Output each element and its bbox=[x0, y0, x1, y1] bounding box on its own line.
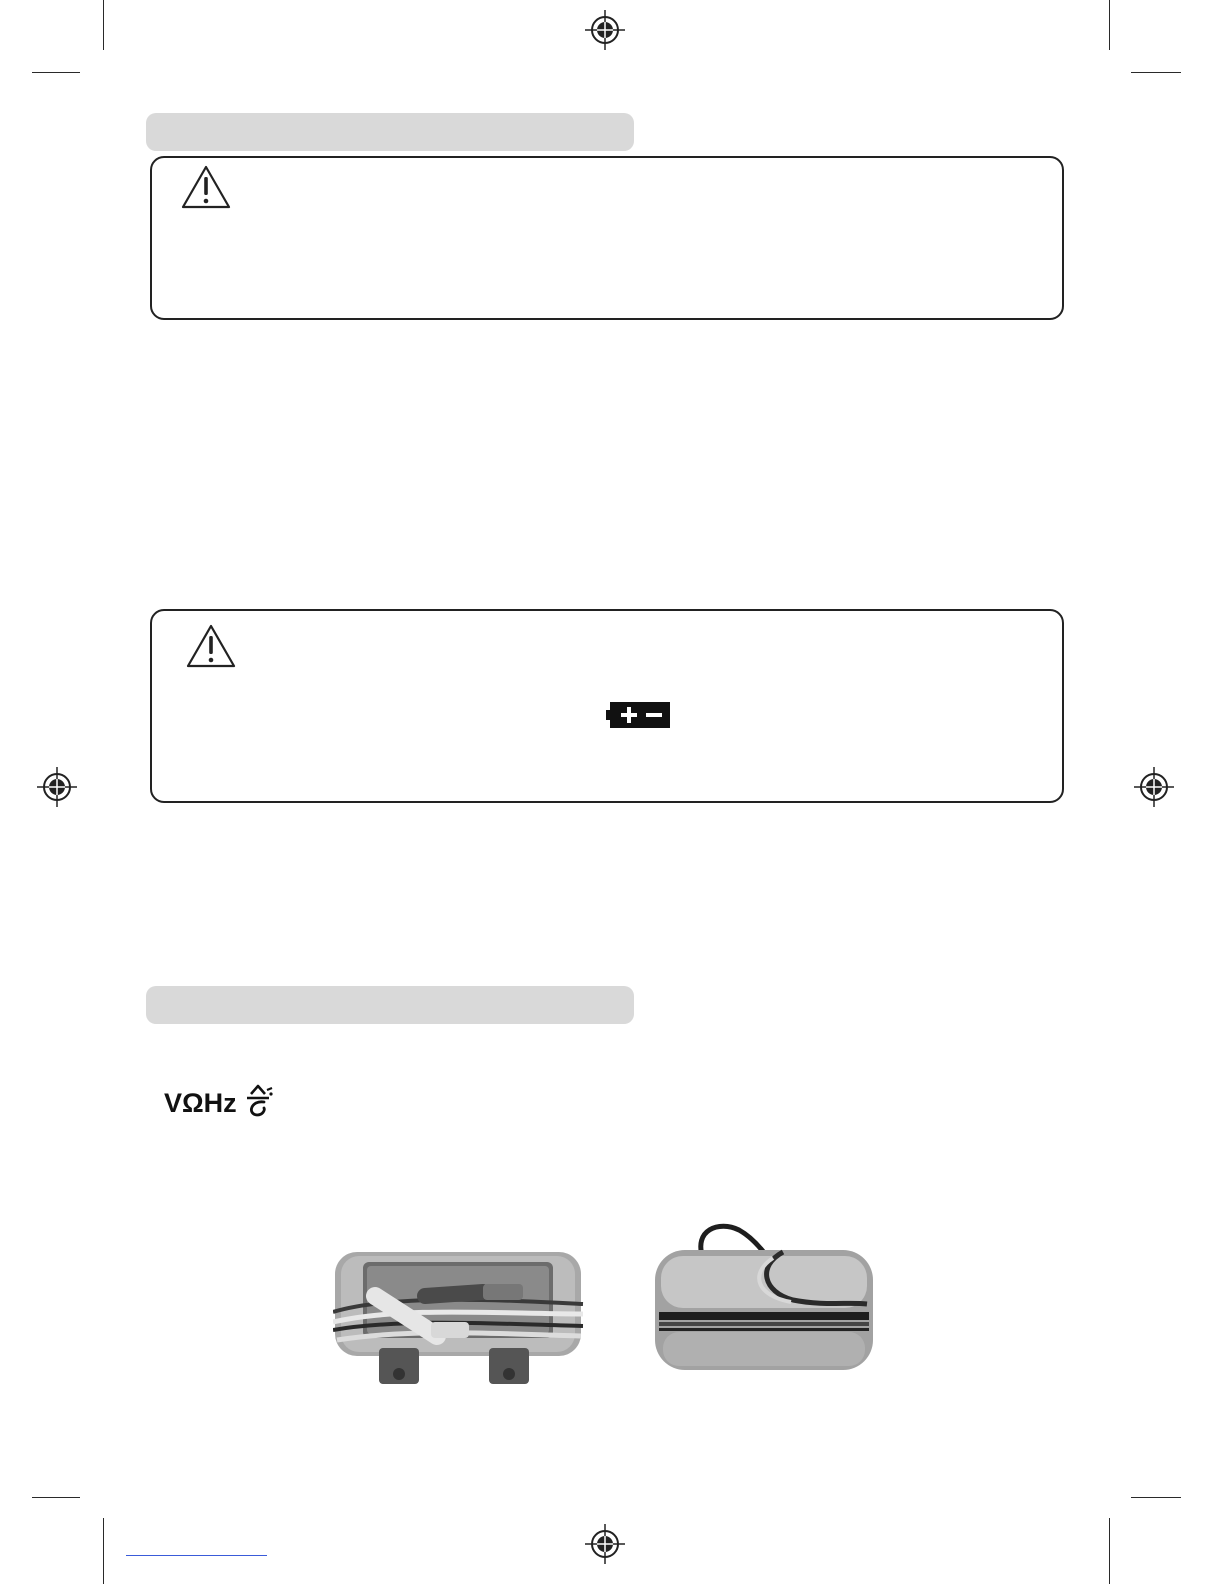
crop-mark-bottom-left-vertical bbox=[103, 1518, 104, 1584]
warning-box-top bbox=[150, 156, 1064, 320]
registration-mark-top bbox=[585, 10, 625, 50]
function-symbol-label: VΩHz bbox=[164, 1088, 237, 1118]
rotate-arrow-icon bbox=[241, 1082, 275, 1118]
crop-mark-top-right-horizontal bbox=[1131, 72, 1181, 73]
section-header-banner-bottom bbox=[146, 986, 634, 1024]
crop-mark-bottom-right-horizontal bbox=[1131, 1497, 1181, 1498]
footer-link-underline bbox=[126, 1555, 267, 1556]
registration-mark-bottom bbox=[585, 1524, 625, 1564]
function-symbol bbox=[164, 1088, 275, 1119]
crop-mark-top-right-vertical bbox=[1109, 0, 1110, 50]
section-header-banner-top bbox=[146, 113, 634, 151]
warning-triangle-icon bbox=[185, 623, 237, 669]
registration-mark-right bbox=[1134, 767, 1174, 807]
crop-mark-top-left-vertical bbox=[103, 0, 104, 50]
warning-triangle-icon bbox=[180, 164, 232, 210]
registration-mark-left bbox=[37, 767, 77, 807]
crop-mark-top-left-horizontal bbox=[32, 72, 80, 73]
crop-mark-bottom-right-vertical bbox=[1109, 1518, 1110, 1584]
battery-icon bbox=[606, 702, 670, 728]
meter-case-with-leads-photo bbox=[333, 1248, 585, 1388]
meter-case-side-photo bbox=[653, 1222, 875, 1372]
crop-mark-bottom-left-horizontal bbox=[32, 1497, 80, 1498]
